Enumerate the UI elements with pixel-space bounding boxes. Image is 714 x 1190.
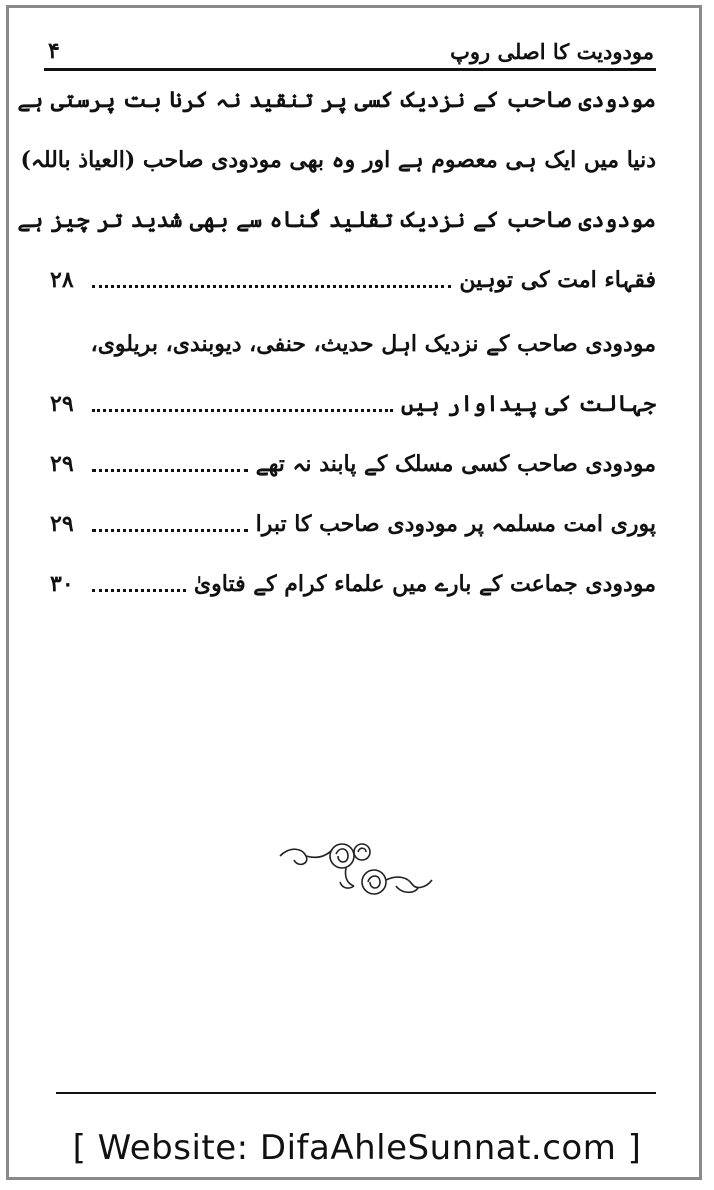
toc-entry-page: ۳۰ [50, 571, 74, 597]
toc-entry-title: پوری امت مسلمہ پر مودودی صاحب کا تبرا [255, 511, 656, 537]
toc-entry-title: مودودی صاحب کے نزدیک اہل حدیث، حنفی، دیوبندی، بریلوی، [90, 331, 656, 357]
toc-entry [50, 562, 656, 606]
toc-entry [50, 258, 656, 302]
toc-entry-page [0, 147, 5, 173]
toc-entry-title: فقہاء امت کی توہین [459, 267, 656, 293]
floral-ornament-icon [276, 838, 440, 900]
toc-entry-title: مودودی صاحب کے نزدیک کسی پر تنقید نہ کرنا بت پرستی ہے [17, 87, 656, 113]
toc-entry-title: مودودی جماعت کے بارے میں علماء کرام کے فتاویٰ [193, 571, 656, 597]
toc-entry-page: ۲۹ [50, 451, 74, 477]
toc-entry-page [0, 207, 1, 233]
leader-dots [92, 409, 393, 412]
leader-dots [92, 529, 248, 532]
toc-entry [17, 78, 656, 122]
book-title: مودودیت کا اصلی روپ [450, 39, 654, 64]
toc-entry-title: دنیا میں ایک ہی معصوم ہے اور وہ بھی مودودی صاحب (العیاذ باللہ) [20, 147, 656, 173]
toc-entry [50, 322, 656, 366]
toc-entry-page: ۲۸ [50, 267, 74, 293]
header-rule [44, 68, 656, 71]
leader-dots [92, 285, 451, 288]
toc-entry [17, 198, 656, 242]
leader-dots [92, 469, 248, 472]
toc-entry [50, 502, 656, 546]
page-header [48, 36, 654, 64]
footer-rule [56, 1092, 656, 1094]
leader-dots [92, 589, 186, 592]
toc-entry-page: ۲۹ [50, 511, 74, 537]
toc-entry [50, 442, 656, 486]
toc-entry-page: ۲۹ [50, 391, 74, 417]
toc-entry-title: مودودی صاحب کسی مسلک کے پابند نہ تھے [255, 451, 656, 477]
page-number: ۴ [48, 38, 60, 64]
website-footer: [ Website: DifaAhleSunnat.com ] [72, 1128, 642, 1168]
toc-entry-page [0, 87, 1, 113]
toc-entry [50, 382, 656, 426]
toc-entry-title: مودودی صاحب کے نزدیک تقلید گناہ سے بھی شدید تر چیز ہے [17, 207, 656, 233]
toc-entry-title: جہالت کی پیداوار ہیں [400, 391, 656, 417]
toc-entry [20, 138, 656, 182]
